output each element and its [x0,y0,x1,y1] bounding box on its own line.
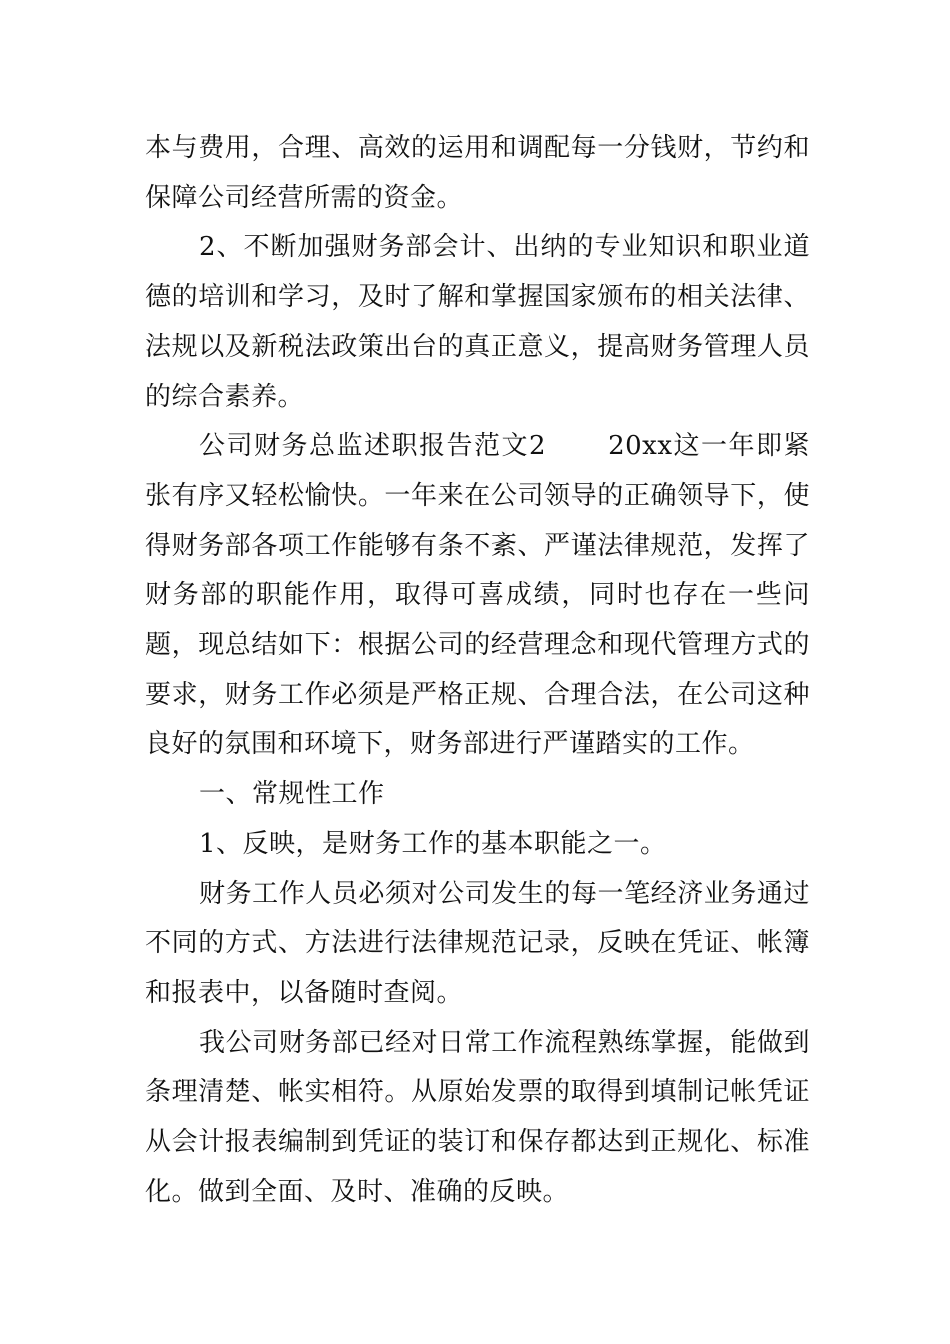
paragraph-recording: 财务工作人员必须对公司发生的每一笔经济业务通过不同的方式、方法进行法律规范记录，反映在凭证、帐簿和报表中，以备随时查阅。 [145,878,810,1008]
report-intro-text: 20xx这一年即紧张有序又轻松愉快。一年来在公司领导的正确领导下，使得财务部各项工作能够有条不紊、严谨法律规范，发挥了财务部的职能作用，取得可喜成绩，同时也存在一些问题，现总结如下：根据公司的经营理念和现代管理方式的要求，财务工作必须是严格正规、合理合法，在公司这种良好的氛围和环境下，财务部进行严谨踏实的工作。 [145,431,810,760]
paragraph-report-intro [145,422,810,770]
document-body [145,124,810,1217]
paragraph-continued-funds: 本与费用，合理、高效的运用和调配每一分钱财，节约和保障公司经营所需的资金。 [145,133,810,213]
section-heading-routine-work: 一、常规性工作 [199,779,385,810]
paragraph-workflow: 我公司财务部已经对日常工作流程熟练掌握，能做到条理清楚、帐实相符。从原始发票的取得到填制记帐凭证从会计报表编制到凭证的装订和保存都达到正规化、标准化。做到全面、及时、准确的反映。 [145,1027,810,1207]
paragraph-training: 2、不断加强财务部会计、出纳的专业知识和职业道德的培训和学习，及时了解和掌握国家颁布的相关法律、法规以及新税法政策出台的真正意义，提高财务管理人员的综合素养。 [145,232,810,412]
paragraph-reflect-function: 1、反映，是财务工作的基本职能之一。 [199,828,667,859]
report-title: 公司财务总监述职报告范文2 [199,431,547,462]
